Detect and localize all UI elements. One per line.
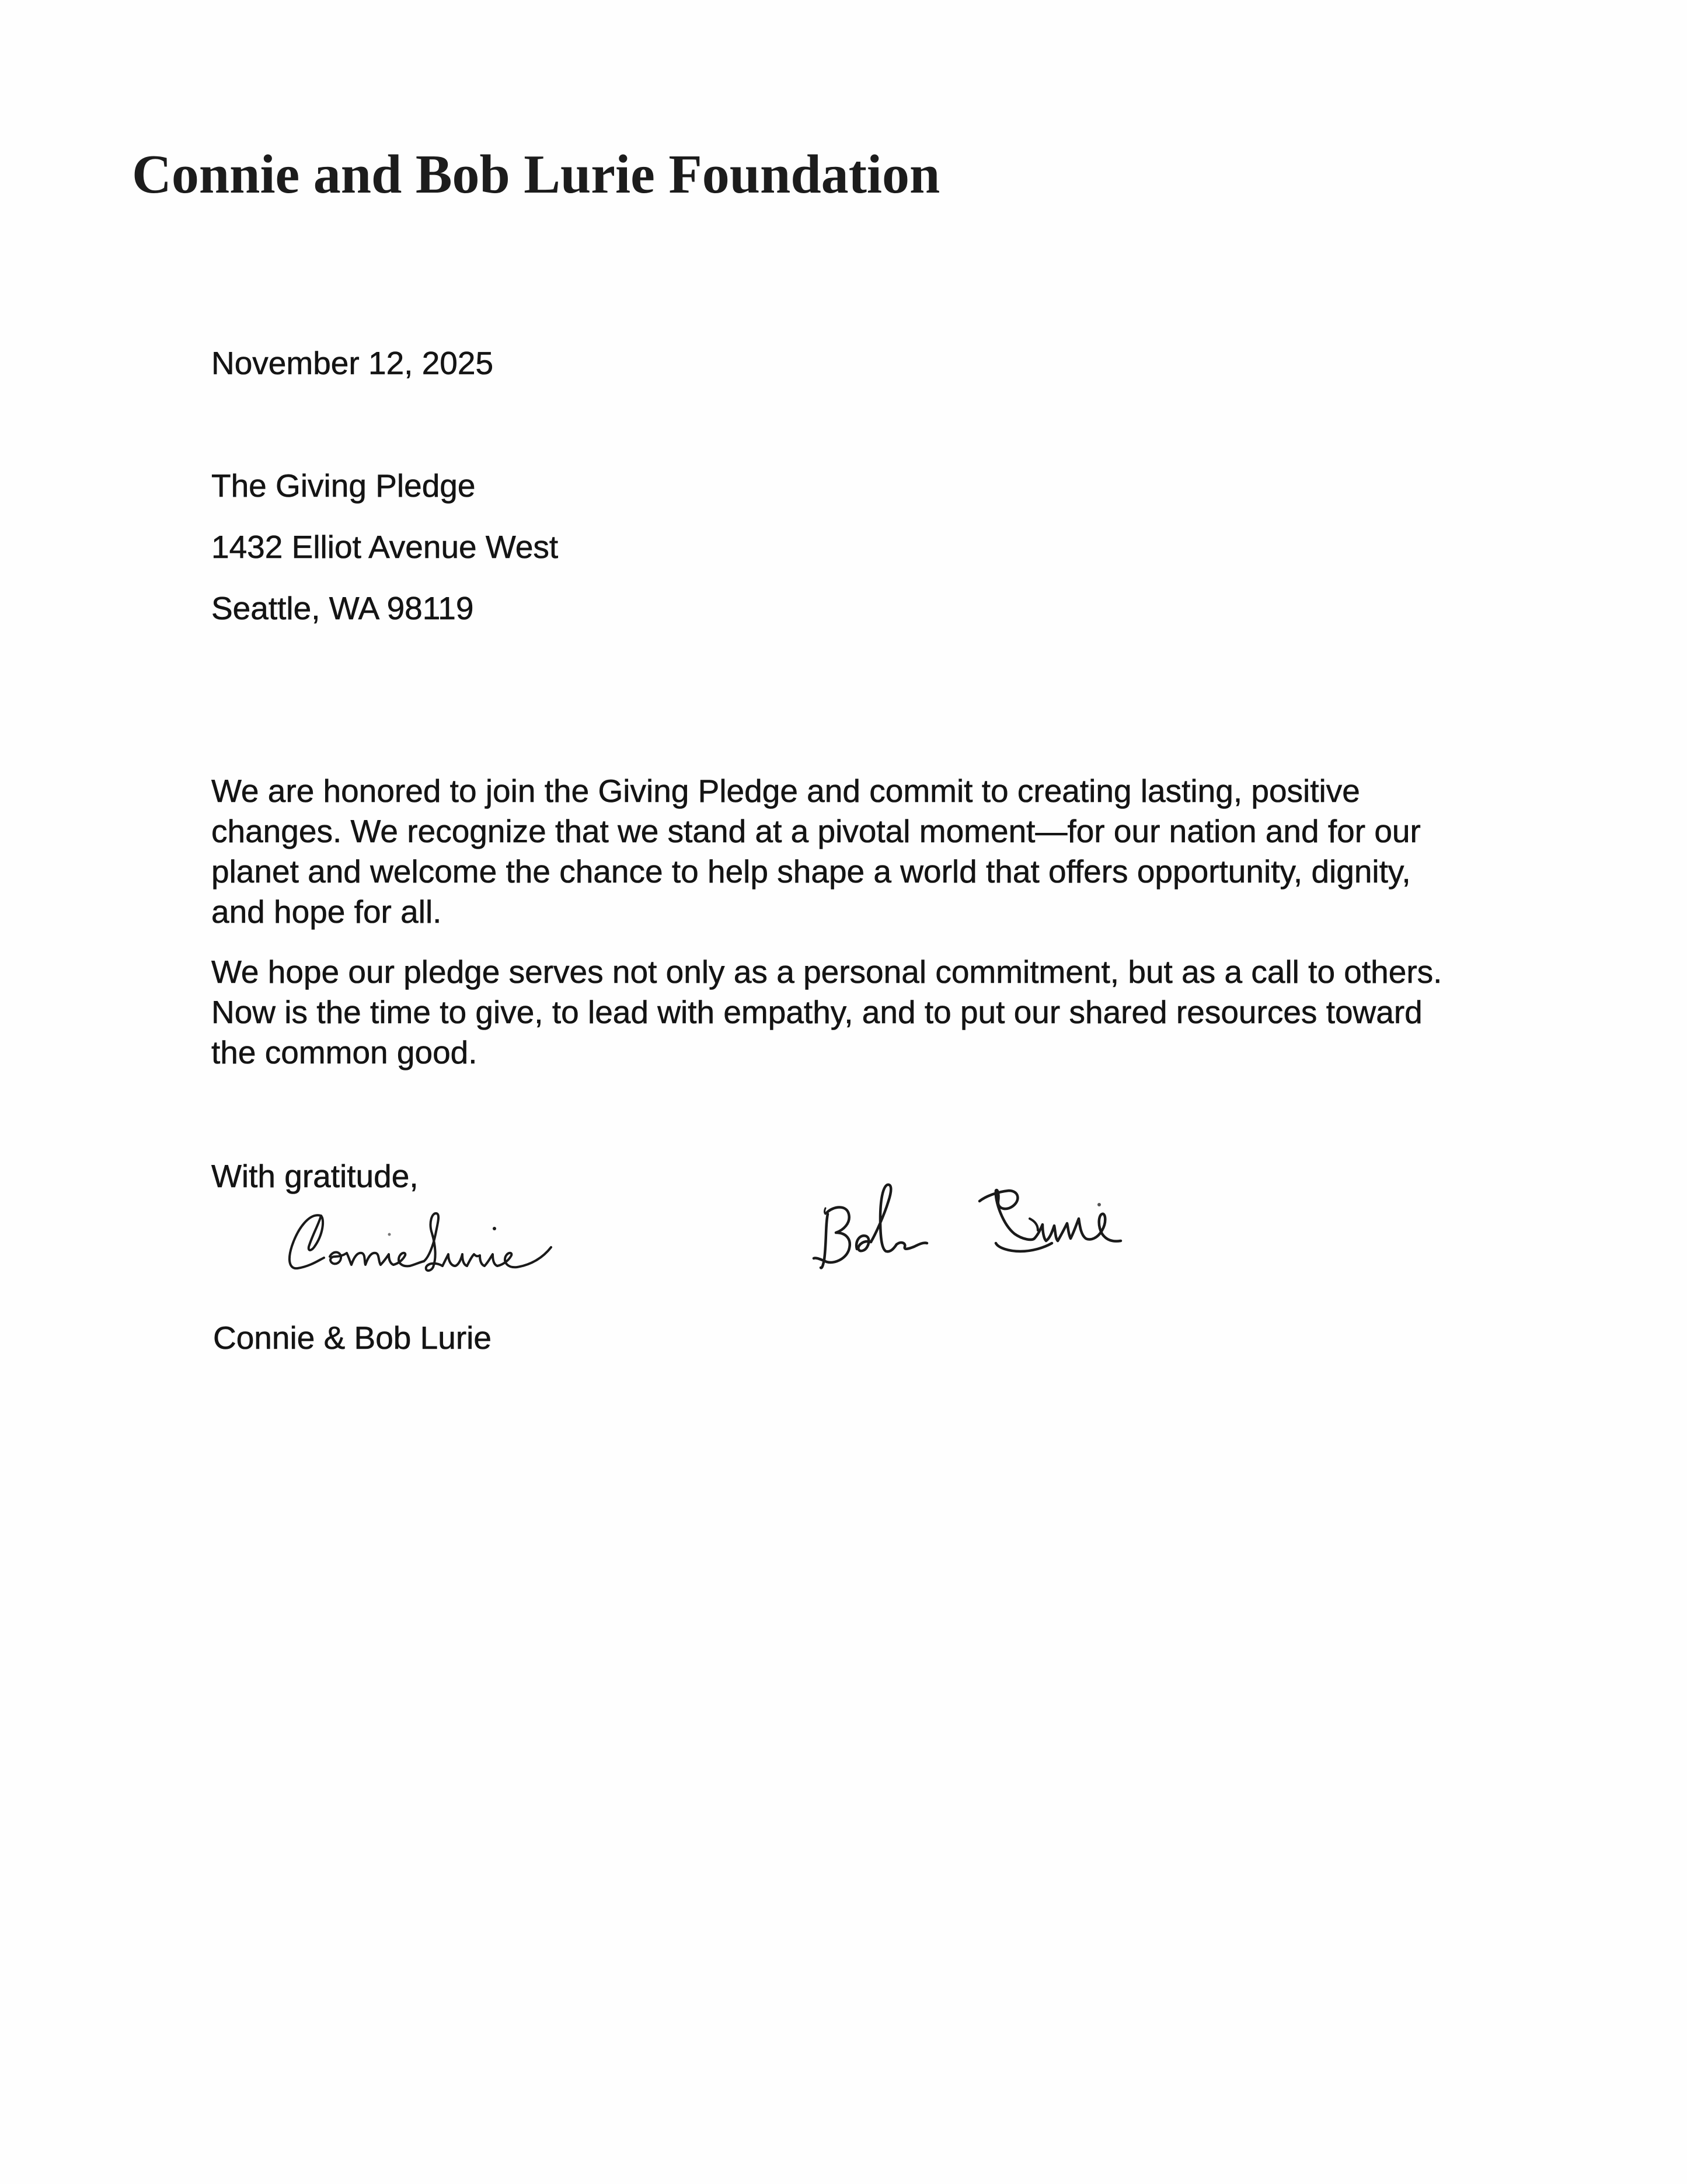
paragraph-line: We hope our pledge serves not only as a personal commitment, but as a call to others.	[211, 954, 1442, 990]
letterhead-title: Connie and Bob Lurie Foundation	[132, 144, 940, 205]
letter-date: November 12, 2025	[211, 345, 494, 381]
paragraph-line: the common good.	[211, 1034, 477, 1070]
recipient-city-state-zip: Seattle, WA 98119	[211, 590, 474, 626]
paragraph-line: We are honored to join the Giving Pledge and commit to creating lasting, positive	[211, 773, 1360, 809]
paragraph-line: and hope for all.	[211, 894, 442, 930]
signed-names: Connie & Bob Lurie	[213, 1320, 492, 1356]
signature-connie-lurie-icon	[286, 1211, 648, 1278]
paragraph-line: planet and welcome the chance to help shape a world that offers opportunity, dignity,	[211, 853, 1411, 889]
signature-bob-lurie-icon	[810, 1178, 1125, 1271]
paragraph-line: changes. We recognize that we stand at a pivotal moment—for our nation and for our	[211, 813, 1421, 849]
closing-salutation: With gratitude,	[211, 1158, 419, 1194]
recipient-street: 1432 Elliot Avenue West	[211, 529, 559, 565]
paragraph-line: Now is the time to give, to lead with empathy, and to put our shared resources toward	[211, 994, 1423, 1030]
recipient-name: The Giving Pledge	[211, 467, 476, 504]
